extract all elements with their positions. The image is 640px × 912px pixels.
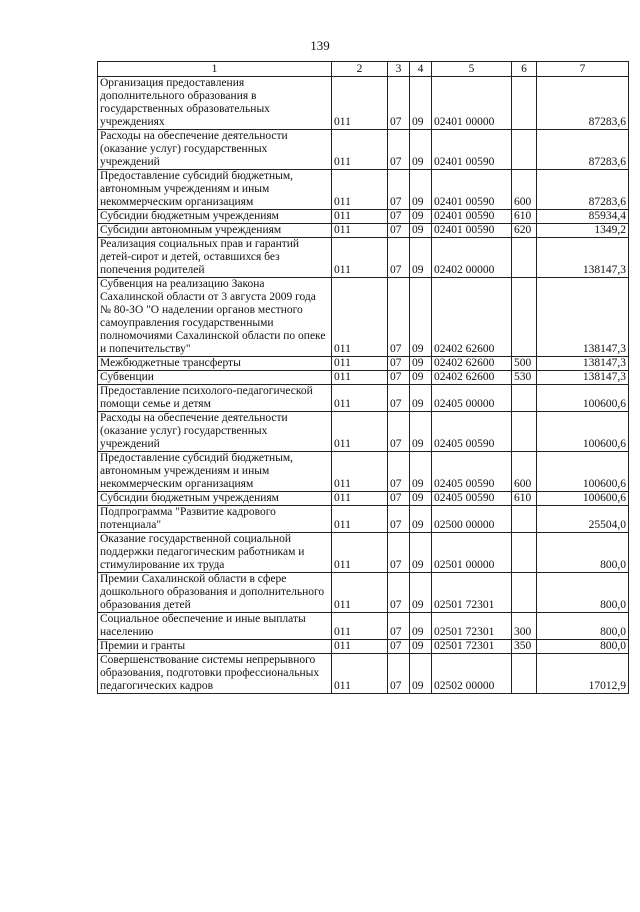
target-article-cell: 02501 72301 xyxy=(432,640,512,654)
section-code-cell: 07 xyxy=(388,412,410,452)
target-article-cell: 02501 72301 xyxy=(432,573,512,613)
section-code-cell: 07 xyxy=(388,210,410,224)
expense-type-cell xyxy=(512,654,537,694)
target-article-cell: 02502 00000 xyxy=(432,654,512,694)
table-row xyxy=(98,533,629,573)
amount-cell: 100600,6 xyxy=(537,385,629,412)
target-article-cell: 02402 62600 xyxy=(432,357,512,371)
amount-cell: 87283,6 xyxy=(537,170,629,210)
ministry-code-cell: 011 xyxy=(332,533,388,573)
expense-type-cell: 350 xyxy=(512,640,537,654)
expense-type-cell: 610 xyxy=(512,492,537,506)
expense-type-cell: 600 xyxy=(512,452,537,492)
budget-table xyxy=(97,61,629,694)
amount-cell: 800,0 xyxy=(537,613,629,640)
target-article-cell: 02401 00590 xyxy=(432,224,512,238)
expense-type-cell xyxy=(512,573,537,613)
section-code-cell: 07 xyxy=(388,492,410,506)
amount-cell: 138147,3 xyxy=(537,238,629,278)
page-number: 139 xyxy=(310,38,330,53)
section-code-cell: 07 xyxy=(388,130,410,170)
section-code-cell: 07 xyxy=(388,371,410,385)
row-name-cell: Расходы на обеспечение деятельности (оказание услуг) государственных учреждений xyxy=(98,130,332,170)
subsection-code-cell: 09 xyxy=(410,278,432,357)
section-code-cell: 07 xyxy=(388,533,410,573)
ministry-code-cell: 011 xyxy=(332,278,388,357)
row-name-cell: Предоставление субсидий бюджетным, автономным учреждениям и иным некоммерческим организациям xyxy=(98,170,332,210)
amount-cell: 138147,3 xyxy=(537,357,629,371)
subsection-code-cell: 09 xyxy=(410,412,432,452)
row-name-cell: Премии Сахалинской области в сфере дошкольного образования и дополнительного образования детей xyxy=(98,573,332,613)
header-cell: 2 xyxy=(332,62,388,77)
target-article-cell: 02405 00590 xyxy=(432,492,512,506)
target-article-cell: 02402 62600 xyxy=(432,278,512,357)
amount-cell: 87283,6 xyxy=(537,130,629,170)
subsection-code-cell: 09 xyxy=(410,613,432,640)
section-code-cell: 07 xyxy=(388,640,410,654)
row-name-cell: Субвенция на реализацию Закона Сахалинской области от 3 августа 2009 года № 80-ЗО "О наделении органов местного самоуправления государственными полномочиями Сахалинской области по опеке и попечительству" xyxy=(98,278,332,357)
expense-type-cell xyxy=(512,130,537,170)
subsection-code-cell: 09 xyxy=(410,238,432,278)
section-code-cell: 07 xyxy=(388,77,410,130)
section-code-cell: 07 xyxy=(388,385,410,412)
row-name-cell: Совершенствование системы непрерывного образования, подготовки профессиональных педагогических кадров xyxy=(98,654,332,694)
row-name-cell: Оказание государственной социальной поддержки педагогическим работникам и стимулирование их труда xyxy=(98,533,332,573)
header-cell: 3 xyxy=(388,62,410,77)
table-row xyxy=(98,130,629,170)
ministry-code-cell: 011 xyxy=(332,130,388,170)
ministry-code-cell: 011 xyxy=(332,371,388,385)
ministry-code-cell: 011 xyxy=(332,210,388,224)
table-row xyxy=(98,210,629,224)
amount-cell: 1349,2 xyxy=(537,224,629,238)
ministry-code-cell: 011 xyxy=(332,170,388,210)
target-article-cell: 02501 00000 xyxy=(432,533,512,573)
row-name-cell: Субсидии бюджетным учреждениям xyxy=(98,492,332,506)
subsection-code-cell: 09 xyxy=(410,170,432,210)
table-header-row xyxy=(98,62,629,77)
amount-cell: 800,0 xyxy=(537,573,629,613)
ministry-code-cell: 011 xyxy=(332,357,388,371)
subsection-code-cell: 09 xyxy=(410,573,432,613)
subsection-code-cell: 09 xyxy=(410,533,432,573)
table-row xyxy=(98,613,629,640)
target-article-cell: 02500 00000 xyxy=(432,506,512,533)
amount-cell: 800,0 xyxy=(537,640,629,654)
row-name-cell: Социальное обеспечение и иные выплаты населению xyxy=(98,613,332,640)
table-row xyxy=(98,573,629,613)
row-name-cell: Предоставление психолого-педагогической помощи семье и детям xyxy=(98,385,332,412)
subsection-code-cell: 09 xyxy=(410,357,432,371)
table-row xyxy=(98,371,629,385)
header-cell: 1 xyxy=(98,62,332,77)
row-name-cell: Субсидии автономным учреждениям xyxy=(98,224,332,238)
expense-type-cell xyxy=(512,278,537,357)
ministry-code-cell: 011 xyxy=(332,573,388,613)
expense-type-cell: 610 xyxy=(512,210,537,224)
row-name-cell: Субвенции xyxy=(98,371,332,385)
row-name-cell: Организация предоставления дополнительного образования в государственных образовательных учреждениях xyxy=(98,77,332,130)
target-article-cell: 02401 00590 xyxy=(432,130,512,170)
header-cell: 6 xyxy=(512,62,537,77)
table-row xyxy=(98,452,629,492)
section-code-cell: 07 xyxy=(388,573,410,613)
target-article-cell: 02401 00590 xyxy=(432,170,512,210)
table-row xyxy=(98,77,629,130)
ministry-code-cell: 011 xyxy=(332,452,388,492)
subsection-code-cell: 09 xyxy=(410,492,432,506)
table-row xyxy=(98,238,629,278)
table-row xyxy=(98,278,629,357)
ministry-code-cell: 011 xyxy=(332,385,388,412)
row-name-cell: Предоставление субсидий бюджетным, автономным учреждениям и иным некоммерческим организациям xyxy=(98,452,332,492)
subsection-code-cell: 09 xyxy=(410,506,432,533)
target-article-cell: 02405 00590 xyxy=(432,412,512,452)
amount-cell: 100600,6 xyxy=(537,492,629,506)
table-row xyxy=(98,640,629,654)
subsection-code-cell: 09 xyxy=(410,385,432,412)
header-cell: 7 xyxy=(537,62,629,77)
table-row xyxy=(98,654,629,694)
ministry-code-cell: 011 xyxy=(332,77,388,130)
row-name-cell: Межбюджетные трансферты xyxy=(98,357,332,371)
expense-type-cell: 600 xyxy=(512,170,537,210)
row-name-cell: Реализация социальных прав и гарантий детей-сирот и детей, оставшихся без попечения родителей xyxy=(98,238,332,278)
amount-cell: 17012,9 xyxy=(537,654,629,694)
expense-type-cell xyxy=(512,533,537,573)
subsection-code-cell: 09 xyxy=(410,654,432,694)
section-code-cell: 07 xyxy=(388,278,410,357)
header-cell: 5 xyxy=(432,62,512,77)
row-name-cell: Премии и гранты xyxy=(98,640,332,654)
ministry-code-cell: 011 xyxy=(332,412,388,452)
expense-type-cell xyxy=(512,385,537,412)
section-code-cell: 07 xyxy=(388,506,410,533)
amount-cell: 100600,6 xyxy=(537,452,629,492)
section-code-cell: 07 xyxy=(388,170,410,210)
amount-cell: 138147,3 xyxy=(537,371,629,385)
ministry-code-cell: 011 xyxy=(332,492,388,506)
section-code-cell: 07 xyxy=(388,238,410,278)
section-code-cell: 07 xyxy=(388,452,410,492)
section-code-cell: 07 xyxy=(388,357,410,371)
amount-cell: 87283,6 xyxy=(537,77,629,130)
subsection-code-cell: 09 xyxy=(410,640,432,654)
target-article-cell: 02401 00000 xyxy=(432,77,512,130)
target-article-cell: 02402 62600 xyxy=(432,371,512,385)
ministry-code-cell: 011 xyxy=(332,238,388,278)
table-row xyxy=(98,506,629,533)
target-article-cell: 02401 00590 xyxy=(432,210,512,224)
subsection-code-cell: 09 xyxy=(410,371,432,385)
ministry-code-cell: 011 xyxy=(332,640,388,654)
ministry-code-cell: 011 xyxy=(332,224,388,238)
expense-type-cell xyxy=(512,506,537,533)
target-article-cell: 02405 00000 xyxy=(432,385,512,412)
target-article-cell: 02501 72301 xyxy=(432,613,512,640)
subsection-code-cell: 09 xyxy=(410,210,432,224)
row-name-cell: Подпрограмма "Развитие кадрового потенциала" xyxy=(98,506,332,533)
table-row xyxy=(98,357,629,371)
expense-type-cell: 300 xyxy=(512,613,537,640)
amount-cell: 25504,0 xyxy=(537,506,629,533)
ministry-code-cell: 011 xyxy=(332,506,388,533)
subsection-code-cell: 09 xyxy=(410,224,432,238)
row-name-cell: Расходы на обеспечение деятельности (оказание услуг) государственных учреждений xyxy=(98,412,332,452)
amount-cell: 85934,4 xyxy=(537,210,629,224)
expense-type-cell: 530 xyxy=(512,371,537,385)
table-row xyxy=(98,492,629,506)
subsection-code-cell: 09 xyxy=(410,77,432,130)
ministry-code-cell: 011 xyxy=(332,654,388,694)
ministry-code-cell: 011 xyxy=(332,613,388,640)
subsection-code-cell: 09 xyxy=(410,452,432,492)
expense-type-cell xyxy=(512,238,537,278)
table-row xyxy=(98,224,629,238)
table-row xyxy=(98,412,629,452)
table-row xyxy=(98,170,629,210)
expense-type-cell: 500 xyxy=(512,357,537,371)
target-article-cell: 02402 00000 xyxy=(432,238,512,278)
section-code-cell: 07 xyxy=(388,654,410,694)
expense-type-cell xyxy=(512,412,537,452)
amount-cell: 100600,6 xyxy=(537,412,629,452)
subsection-code-cell: 09 xyxy=(410,130,432,170)
expense-type-cell xyxy=(512,77,537,130)
row-name-cell: Субсидии бюджетным учреждениям xyxy=(98,210,332,224)
target-article-cell: 02405 00590 xyxy=(432,452,512,492)
expense-type-cell: 620 xyxy=(512,224,537,238)
amount-cell: 800,0 xyxy=(537,533,629,573)
header-cell: 4 xyxy=(410,62,432,77)
table-row xyxy=(98,385,629,412)
section-code-cell: 07 xyxy=(388,224,410,238)
amount-cell: 138147,3 xyxy=(537,278,629,357)
section-code-cell: 07 xyxy=(388,613,410,640)
